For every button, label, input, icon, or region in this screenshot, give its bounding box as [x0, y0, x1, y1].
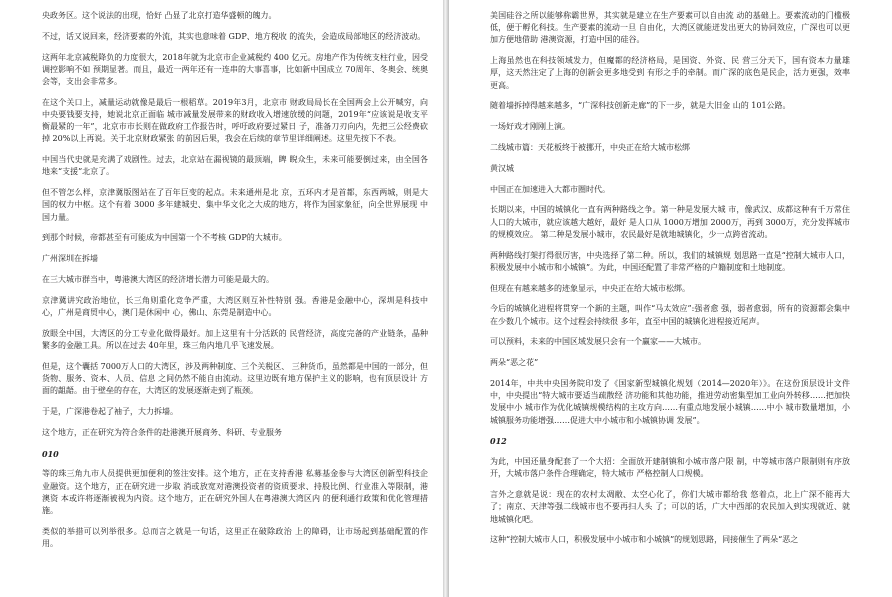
paragraph: 等的珠三角九市人员提供更加便利的签注安排。这个地方，正在支持香港 私募基金参与大湾区创新型科技企业融资。这个地方，正在研究进一步取 消或放宽对港澳投资者的资质要求、持股比例、行业准入等限制，港澳资 本或许将逐渐被视为内资。这个地方，正在研究外国人在粤港澳大湾区内 的便利通行政策和优化管理措施。 [42, 469, 428, 515]
paragraph: 不过，话又说回来，经济要素的外流，其实也意味着 GDP、地方税收 的流失，会造成局部地区的经济波动。 [42, 31, 426, 41]
section-heading: 两朵“恶之花” [490, 358, 539, 368]
paragraph: 两种路线打架打得很厉害，中央选择了第二种。所以，我们的城镇规 划思路一直是“控制大城市人口，积极发展中小城市和小城镇”。为此，中国还配置了非常严格的户籍制度和土地制度。 [490, 250, 850, 272]
paragraph: 言外之意就是说：现在的农村太凋敝、太空心化了，你们大城市都给我 悠着点，北上广深不能再大了；南京、天津等强二线城市也不要再扫人头 了；可以的话，广大中西部的农民加入到实现就近、就地城镇化吧。 [490, 490, 850, 524]
left-page [0, 0, 444, 597]
paragraph: 在三大城市群当中，粤港澳大湾区的经济增长潜力可能是最大的。 [42, 275, 274, 284]
page-number: 010 [42, 448, 59, 459]
paragraph: 京津冀讲究政治地位，长三角则重化竞争严重，大湾区则互补性特别 强。香港是金融中心，深圳是科技中心，广州是商贸中心，澳门是休闲中 心，佛山、东莞是制造中心。 [42, 295, 428, 317]
paragraph: 中国正在加速进入大都市圈时代。 [490, 184, 610, 194]
paragraph: 但是，这个囊括 7000万人口的大湾区，涉及两种制度、三个关税区、 三种货币，虽然都是中国的一部分，但货物、服务、资本、人员、信息 之间仍然不能自由流动。这里边既有地方保护主义的影响，也有顶层设计 方面的龃龉。由于壁垒的存在，大湾区的发展逐渐走到了瓶颈。 [42, 361, 428, 396]
paragraph: 长期以来，中国的城镇化一直有两种路线之争。第一种是发展大城 市，像武汉、成都这种有千万常住人口的大城市，就应该越大越好，最好 是人口从 1000万增加 2000万，再到 3000万，充分发挥城市的规模效应。 第二种是发展小城市，农民最好是就地城镇化，少一点跨省流动。 [490, 205, 850, 239]
paragraph: 这种“控制大城市人口，积极发展中小城市和小城镇”的规划思路，同接催生了两朵“恶之 [490, 535, 799, 545]
paragraph: 随着墙拆掉得越来越多，“广深科技创新走廊”的下一步，就是大旧金 山的 101公路。 [490, 101, 791, 111]
paragraph: 类似的举措可以列举很多。总而言之就是一句话，这里正在破除政治 上的障碍，让市场起到基础配置的作用。 [42, 526, 428, 548]
paragraph: 可以预料，未来的中国区域发展只会有一个赢家——大城市。 [490, 337, 706, 347]
section-heading: 二线城市篇：天花板终于被挪开，中央正在给大城市松绑 [490, 143, 690, 152]
paragraph: 2014年，中共中央国务院印发了《国家新型城镇化规划（2014—2020年）》。在这份顶层设计文件中，中央提出“特大城市要适当疏散经 济功能和其他功能，推进劳动密集型加工业向外转移……把加快发展中小 城市作为优化城镇规模结构的主攻方向……有重点地发展小城镇……中小 城市数量增加，小城镇服务功能增强……促进大中小城市和小城镇协调 发展”。 [490, 378, 850, 425]
paragraph: 这个地方，正在研究为符合条件的赴港澳开展商务、科研、专业服务 [42, 427, 282, 437]
paragraph: 于是，广深港卷起了袖子，大力拆墙。 [42, 407, 178, 416]
paragraph: 央政务区。这个说法的出现，恰好 凸显了北京打造华盛顿的魄力。 [42, 11, 277, 20]
right-page [448, 0, 892, 597]
paragraph: 为此，中国还量身配套了一个大招：全面放开建制镇和小城市落户限 制，中等城市落户限制则有序放开，大城市落户条件合理确定，特大城市 严格控制人口规模。 [490, 457, 850, 479]
paragraph: 今后的城镇化进程将贯穿一个新的主题，叫作“马太效应”:强者愈 强，弱者愈弱，所有的资源都会集中在少数几个城市。这个过程会持续很 多年，直至中国的城镇化进程接近尾声。 [490, 304, 850, 326]
author-name: 黄汉城 [490, 163, 514, 173]
paragraph: 一场好戏才刚刚上演。 [490, 122, 570, 132]
paragraph: 这两年北京减税降负的力度很大，2018年就为北京市企业减税约 400 亿元。房地产作为传统支柱行业，因受调控影响不如 预期显著。而且，最近一两年还有一连串的大事喜事，比如新中国成立 70周年、冬奥会、统奥会等，支出会非常多。 [42, 52, 428, 86]
paragraph: 放眼全中国，大湾区的分工专业化做得最好。加上这里有十分活跃的 民营经济，高度完备的产业链条，晶种繁多的金融工具。所以在过去 40年里，珠三角内地几乎飞速发展。 [42, 328, 428, 350]
section-heading: 广州深圳在拆墙 [42, 254, 98, 264]
paragraph: 美国硅谷之所以能够称霸世界，其实就是建立在生产要素可以自由流 动的基础上。要素流动的门槛极低，便于孵化科技。生产要素的流动一旦 自由化，大湾区就能迸发出更大的协同效应，广深也可以更加方便地借助 港澳资源，打造中国的硅谷。 [490, 11, 850, 45]
paragraph: 到那个时候，帝都甚至有可能成为中国第一个不考核 GDP的大城市。 [42, 233, 287, 243]
paragraph: 在这个关口上，减量运动就像是最后一根稻草。2019年3月，北京市 财政局局长在全国两会上公开喊穷，向中央要钱要支持，她说北京正面临 城市减量发展带来的财政收入增速放缓的问题，2019年“应该说是收支平 衡最紧的一年”，北京市市长则在做政府工作报告时，呼吁政府要过紧日 子，准备刀刃向内，先把三公经费砍掉 20%以上再说。关于北京财政紧张 的前因后果，我会在后续的章节里详细阐述。这里先按下不表。 [42, 97, 428, 144]
paragraph: 上海虽然也在科技领域发力，但魔都的经济格局，是国资、外资、民 营三分天下，国有资本力量雄厚，这天然注定了上海的创新会更多地受到 有形之手的牵制。而广深的底色是民企，活力更强，效率更高。 [490, 56, 850, 90]
paragraph: 但不管怎么样，京津冀版图站在了百年巨变的起点。未来通州是北 京，五环内才是首都，东西两城，则是大国的权力中枢。这个有着 3000 多年建城史、集中华文化之大成的地方，将作为国家象征，向全世界展现 中国力量。 [42, 188, 428, 222]
paragraph: 中国当代史就是充满了戏剧性。过去，北京站在漏视镜的最顶端，睥 睨众生，未来可能要倒过来，由全国各地来“支援”北京了。 [42, 155, 428, 177]
page-number: 012 [490, 436, 507, 447]
paragraph: 但现在有越来越多的迹象显示，中央正在给大城市松绑。 [490, 283, 690, 293]
